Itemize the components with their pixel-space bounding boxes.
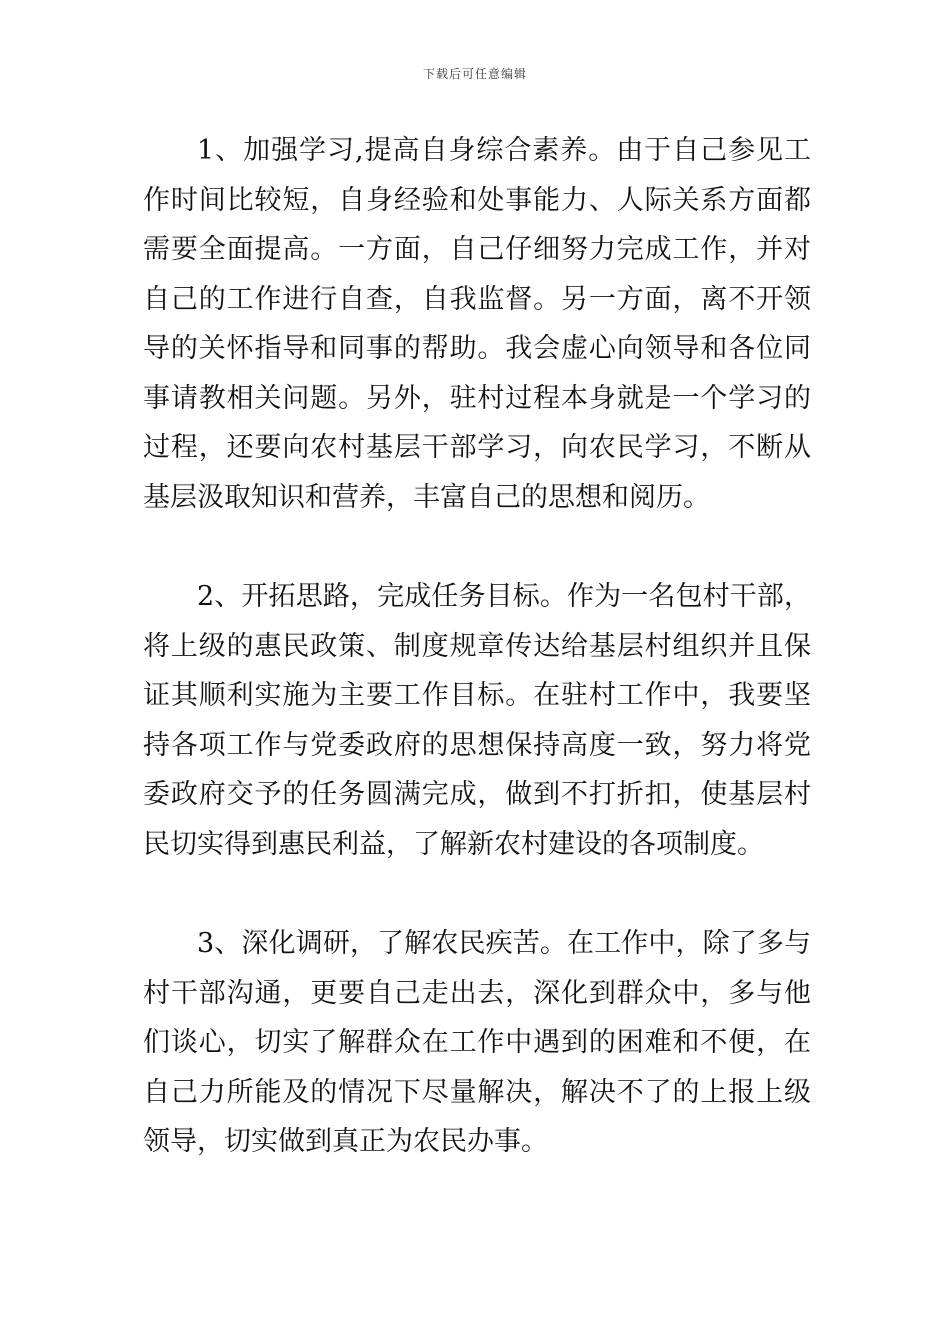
paragraph-2: 2、开拓思路，完成任务目标。作为一名包村干部，将上级的惠民政策、制度规章传达给基层村组织并且保证其顺利实施为主要工作目标。在驻村工作中，我要坚持各项工作与党委政府的思想保持高度一致，努力将党委政府交予的任务圆满完成，做到不打折扣，使基层村民切实得到惠民利益，了解新农村建设的各项制度。: [143, 581, 811, 860]
paragraph-3: 3、深化调研，了解农民疾苦。在工作中，除了多与村干部沟通，更要自己走出去，深化到群众中，多与他们谈心，切实了解群众在工作中遇到的困难和不便，在自己力所能及的情况下尽量解决，解决不了的上报上级领导，切实做到真正为农民办事。: [143, 928, 811, 1157]
header-note: 下载后可任意编辑: [422, 67, 527, 81]
document-body: [143, 126, 811, 1167]
paragraph-1: 1、加强学习,提高自身综合素养。由于自己参见工作时间比较短，自身经验和处事能力、人际关系方面都需要全面提高。一方面，自己仔细努力完成工作，并对自己的工作进行自查，自我监督。另一方面，离不开领导的关怀指导和同事的帮助。我会虚心向领导和各位同事请教相关问题。另外，驻村过程本身就是一个学习的过程，还要向农村基层干部学习，向农民学习，不断从基层汲取知识和营养，丰富自己的思想和阅历。: [143, 135, 811, 513]
